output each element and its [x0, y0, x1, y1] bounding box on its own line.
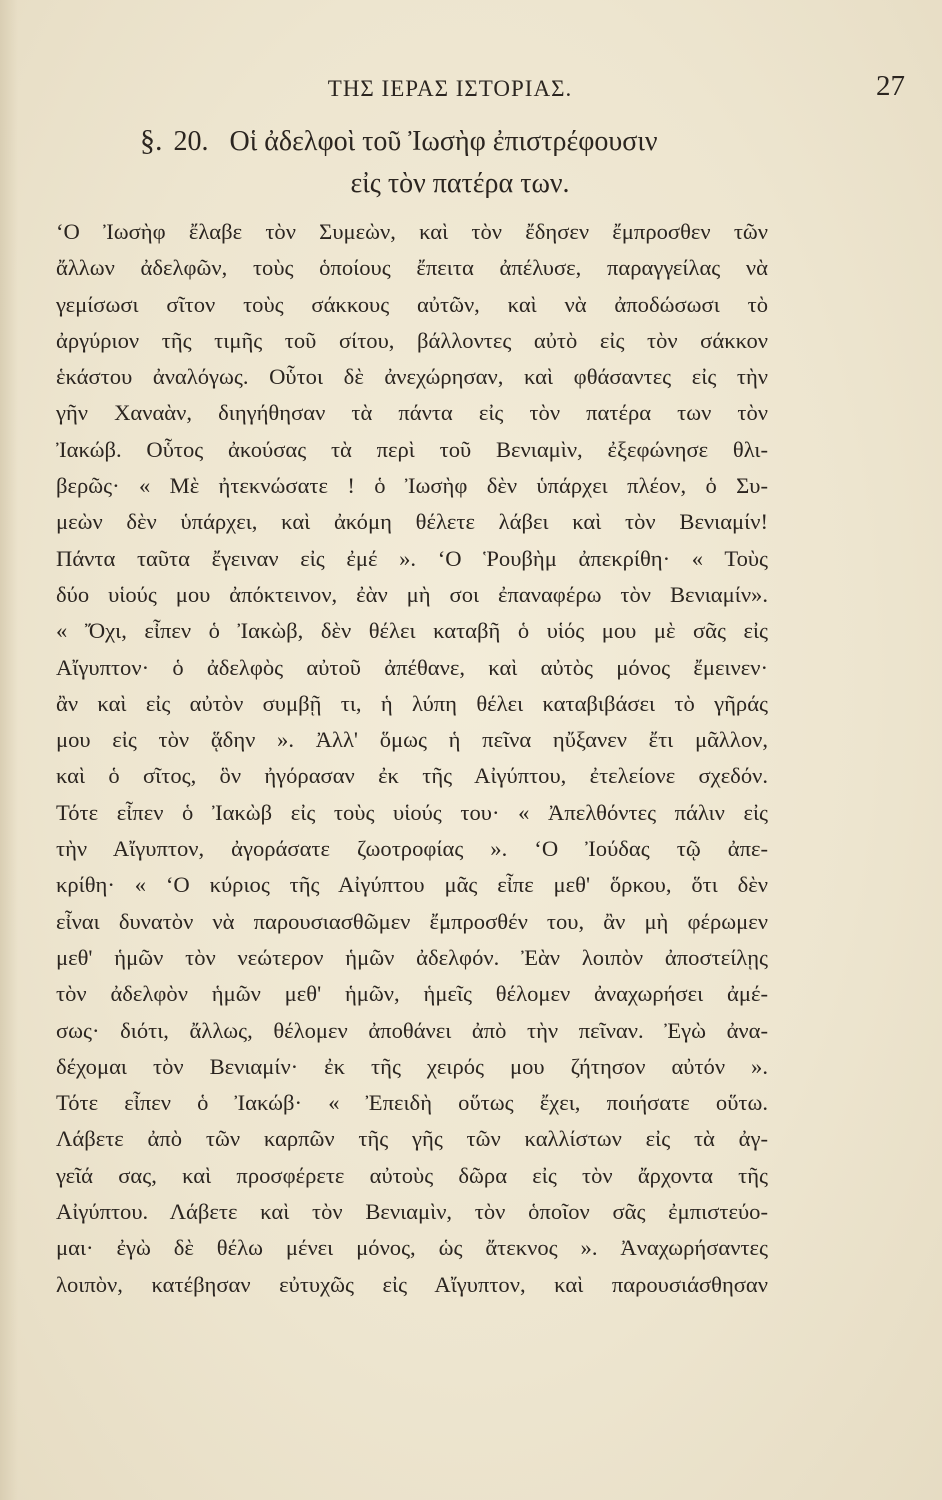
- text-line: βερῶς· « Μὲ ἠτεκνώσατε ! ὁ Ἰωσὴφ δὲν ὑπάρχει πλέον, ὁ Συ-: [56, 473, 768, 499]
- text-line: δύο υἱούς μου ἀπόκτεινον, ἐὰν μὴ σοι ἐπαναφέρω τὸν Βενιαμίν».: [56, 581, 768, 607]
- text-line: Αἰγύπτου. Λάβετε καὶ τὸν Βενιαμὶν, τὸν ὁποῖον σᾶς ἐμπιστεύο-: [56, 1199, 768, 1225]
- text-line: ἄλλων ἀδελφῶν, τοὺς ὁποίους ἔπειτα ἀπέλυσε, παραγγείλας νὰ: [56, 255, 768, 281]
- section-title-line1: Οἱ ἀδελφοὶ τοῦ Ἰωσὴφ ἐπιστρέφουσιν: [229, 126, 658, 157]
- text-line: ἀργύριον τῆς τιμῆς τοῦ σίτου, βάλλοντες αὐτὸ εἰς τὸν σάκκον: [56, 327, 768, 353]
- body-text: [56, 214, 768, 1303]
- text-line: σως· διότι, ἄλλως, θέλομεν ἀποθάνει ἀπὸ τὴν πεῖναν. Ἐγὼ ἀνα-: [56, 1017, 768, 1043]
- text-line: Λάβετε ἀπὸ τῶν καρπῶν τῆς γῆς τῶν καλλίστων εἰς τὰ ἀγ-: [56, 1126, 768, 1152]
- text-line: δέχομαι τὸν Βενιαμίν· ἐκ τῆς χειρός μου ζήτησον αὐτόν ».: [56, 1053, 768, 1079]
- text-line: μεὼν δὲν ὑπάρχει, καὶ ἀκόμη θέλετε λάβει καὶ τὸν Βενιαμίν!: [56, 509, 768, 535]
- text-line: καὶ ὁ σῖτος, ὃν ἠγόρασαν ἐκ τῆς Αἰγύπτου, ἐτελείονε σχεδόν.: [56, 763, 768, 789]
- running-head: [50, 68, 905, 108]
- section-heading: [140, 120, 820, 205]
- page-edge-shadow: [0, 0, 18, 1500]
- text-line: γῆν Χαναὰν, διηγήθησαν τὰ πάντα εἰς τὸν πατέρα των τὸν: [56, 400, 768, 426]
- text-line: τὴν Αἴγυπτον, ἀγοράσατε ζωοτροφίας ». ‘Ο Ἰούδας τῷ ἀπε-: [56, 836, 768, 862]
- text-line: Αἴγυπτον· ὁ ἀδελφὸς αὐτοῦ ἀπέθανε, καὶ αὐτὸς μόνος ἔμεινεν·: [56, 654, 768, 680]
- text-line: γεμίσωσι σῖτον τοὺς σάκκους αὐτῶν, καὶ νὰ ἀποδώσωσι τὸ: [56, 291, 768, 317]
- text-line: μαι· ἐγὼ δὲ θέλω μένει μόνος, ὡς ἄτεκνος ». Ἀναχωρήσαντες: [56, 1235, 768, 1261]
- section-title-line2: εἰς τὸν πατέρα των.: [350, 168, 570, 199]
- running-title: ΤΗΣ ΙΕΡΑΣ ΙΣΤΟΡΙΑΣ.: [327, 76, 573, 101]
- text-line: κρίθη· « ‘Ο κύριος τῆς Αἰγύπτου μᾶς εἶπε μεθ' ὅρκου, ὅτι δὲν: [56, 872, 768, 898]
- text-line: « Ὄχι, εἶπεν ὁ Ἰακὼβ, δὲν θέλει καταβῆ ὁ υἱός μου μὲ σᾶς εἰς: [56, 618, 768, 644]
- text-line: λοιπὸν, κατέβησαν εὐτυχῶς εἰς Αἴγυπτον, καὶ παρουσιάσθησαν: [56, 1271, 768, 1297]
- page-number: 27: [876, 70, 905, 102]
- text-line: μου εἰς τὸν ᾅδην ». Ἀλλ' ὅμως ἡ πεῖνα ηὔξανεν ἔτι μᾶλλον,: [56, 727, 768, 753]
- section-number: 20.: [173, 126, 209, 157]
- text-line: μεθ' ἡμῶν τὸν νεώτερον ἡμῶν ἀδελφόν. Ἐὰν λοιπὸν ἀποστείλῃς: [56, 944, 768, 970]
- section-symbol: §.: [140, 124, 163, 157]
- text-line: γεῖά σας, καὶ προσφέρετε αὐτοὺς δῶρα εἰς τὸν ἄρχοντα τῆς: [56, 1162, 768, 1188]
- text-line: εἶναι δυνατὸν νὰ παρουσιασθῶμεν ἔμπροσθέν του, ἂν μὴ φέρωμεν: [56, 908, 768, 934]
- text-line: τὸν ἀδελφὸν ἡμῶν μεθ' ἡμῶν, ἡμεῖς θέλομεν ἀναχωρήσει ἀμέ-: [56, 981, 768, 1007]
- text-line: Πάντα ταῦτα ἔγειναν εἰς ἐμέ ». ‘Ο Ῥουβὴμ ἀπεκρίθη· « Τοὺς: [56, 545, 768, 571]
- text-line: Τότε εἶπεν ὁ Ἰακώβ· « Ἐπειδὴ οὕτως ἔχει, ποιήσατε οὕτω.: [56, 1090, 768, 1116]
- text-line: ἂν καὶ εἰς αὐτὸν συμβῇ τι, ἡ λύπη θέλει καταβιβάσει τὸ γῆράς: [56, 690, 768, 716]
- text-line: ἑκάστου ἀναλόγως. Οὗτοι δὲ ἀνεχώρησαν, καὶ φθάσαντες εἰς τὴν: [56, 364, 768, 390]
- text-line: ‘Ο Ἰωσὴφ ἔλαβε τὸν Συμεὼν, καὶ τὸν ἔδησεν ἔμπροσθεν τῶν: [56, 219, 768, 244]
- section-heading-line1: [140, 120, 820, 163]
- text-line: Τότε εἶπεν ὁ Ἰακὼβ εἰς τοὺς υἱούς του· « Ἀπελθόντες πάλιν εἰς: [56, 799, 768, 825]
- text-line: Ἰακώβ. Οὗτος ἀκούσας τὰ περὶ τοῦ Βενιαμὶν, ἐξεφώνησε θλι-: [56, 436, 768, 462]
